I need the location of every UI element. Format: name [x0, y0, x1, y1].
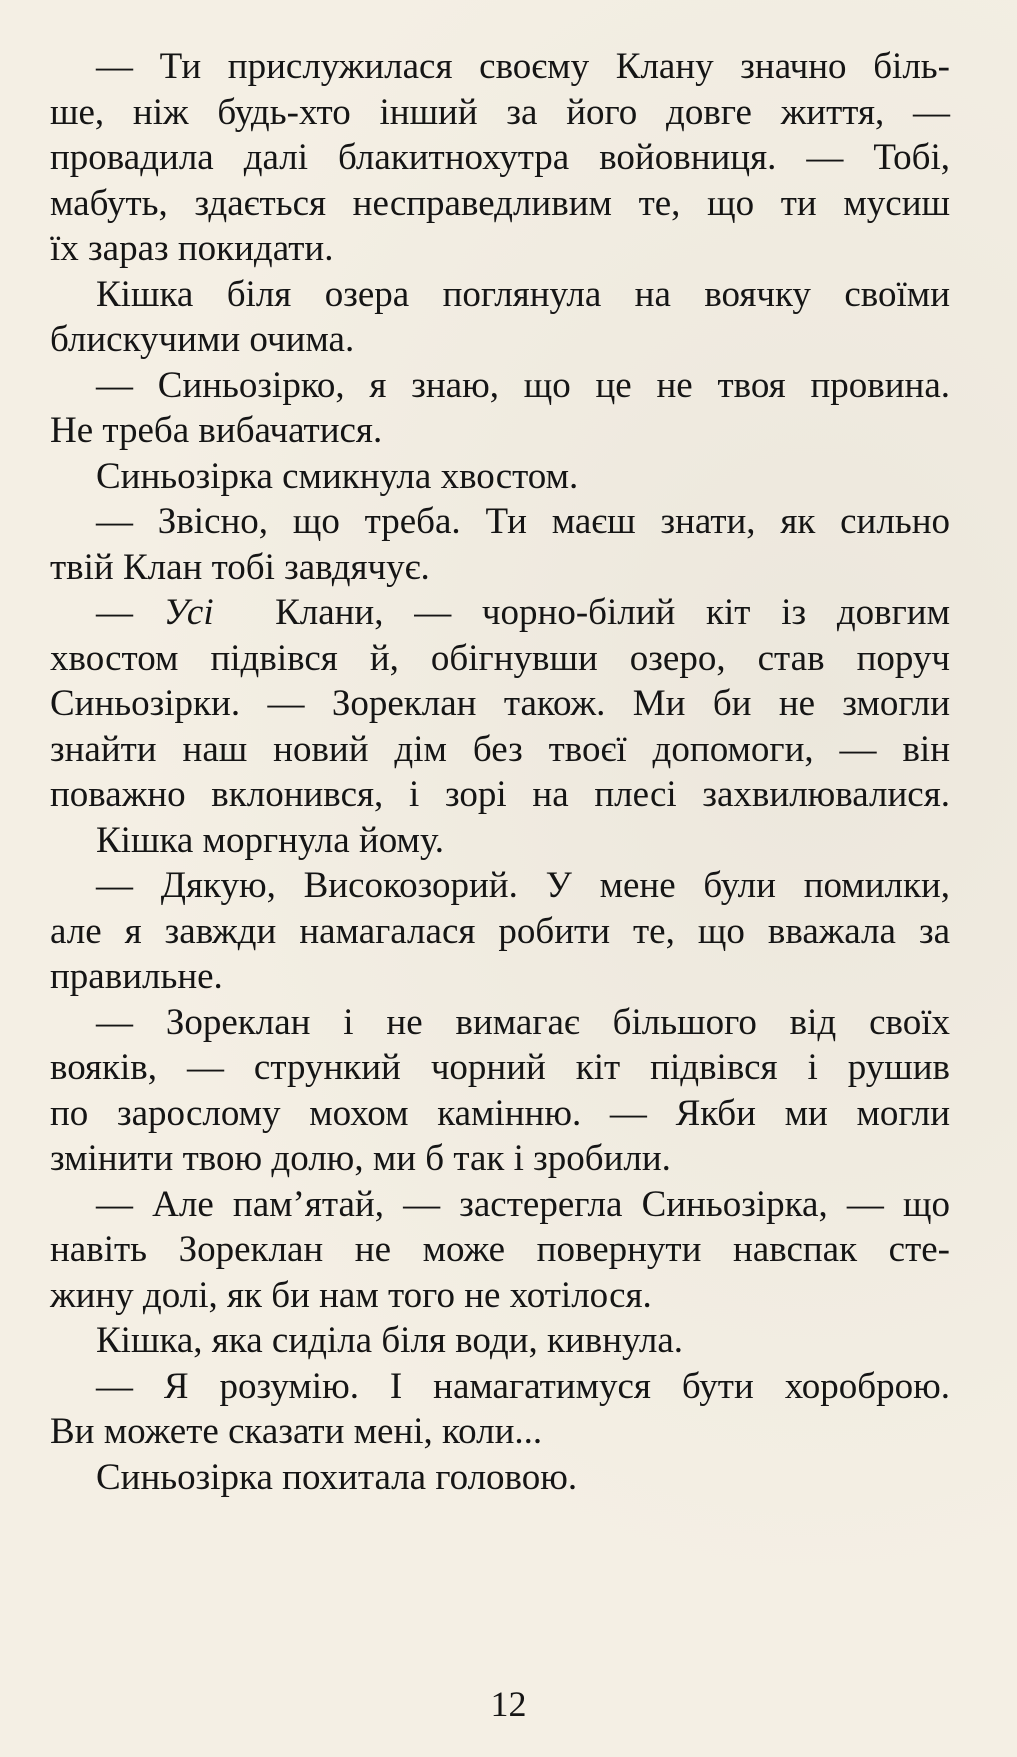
body-text [50, 44, 950, 1500]
text-line: — Звісно, що треба. Ти маєш знати, як сильно [96, 501, 950, 542]
text-line: змінити твою долю, ми б так і зробили. [50, 1138, 671, 1179]
text-line: Синьозірки. — Зореклан також. Ми би не змогли [50, 683, 950, 724]
text-line: хвостом підвівся й, обігнувши озеро, став поруч [50, 637, 950, 679]
line-rest: Клани, — чорно-білий кіт із довгим [275, 592, 951, 633]
text-line: знайти наш новий дім без твоєї допомоги, — він [50, 728, 950, 770]
text-line: ше, ніж будь-хто інший за його довге життя, — [50, 91, 950, 133]
text-line: провадила далі блакитнохутра войовниця. — Тобі, [50, 137, 950, 178]
text-line-with-italic [50, 590, 950, 636]
text-line: — Зореклан і не вимагає більшого від своїх [96, 1001, 950, 1043]
text-line: поважно вклонився, і зорі на плесі захвилювалися. [50, 774, 950, 815]
text-line: Кішка біля озера поглянула на воячку своїми [96, 273, 950, 315]
text-line: вояків, — стрункий чорний кіт підвівся і рушив [50, 1047, 950, 1088]
text-line: — Синьозірко, я знаю, що це не твоя провина. [96, 364, 950, 406]
text-line: блискучими очима. [50, 319, 355, 360]
text-line: Кішка моргнула йому. [96, 819, 444, 861]
text-line: — Ти прислужилася своєму Клану значно біль- [96, 46, 950, 87]
text-line: Не треба вибачатися. [50, 410, 383, 451]
text-line: твій Клан тобі завдячує. [50, 546, 430, 588]
text-line: правильне. [50, 956, 223, 997]
text-line: — Але пам’ятай, — застерегла Синьозірка, — що [96, 1183, 950, 1225]
text-line: — Я розумію. І намагатимуся бути хороброю. [96, 1365, 950, 1407]
text-line: по зарослому мохом камінню. — Якби ми могли [50, 1092, 950, 1134]
text-line: Синьозірка смикнула хвостом. [96, 455, 579, 497]
text-line: але я завжди намагалася робити те, що вважала за [50, 910, 950, 952]
text-line: їх зараз покидати. [50, 228, 334, 269]
text-line: Ви можете сказати мені, коли... [50, 1411, 543, 1452]
text-line: — Дякую, Високозорий. У мене були помилки, [96, 865, 950, 906]
text-line: Кішка, яка сиділа біля води, кивнула. [96, 1320, 684, 1361]
text-line: мабуть, здається несправедливим те, що ти мусиш [50, 182, 950, 224]
text-line: Синьозірка похитала головою. [96, 1456, 578, 1498]
italic-word: Усі [163, 592, 214, 633]
dash-prefix: — [96, 592, 164, 633]
text-line: навіть Зореклан не може повернути навспак сте- [50, 1229, 950, 1270]
page-number: 12 [490, 1684, 527, 1724]
text-line: жину долі, як би нам того не хотілося. [50, 1274, 652, 1316]
